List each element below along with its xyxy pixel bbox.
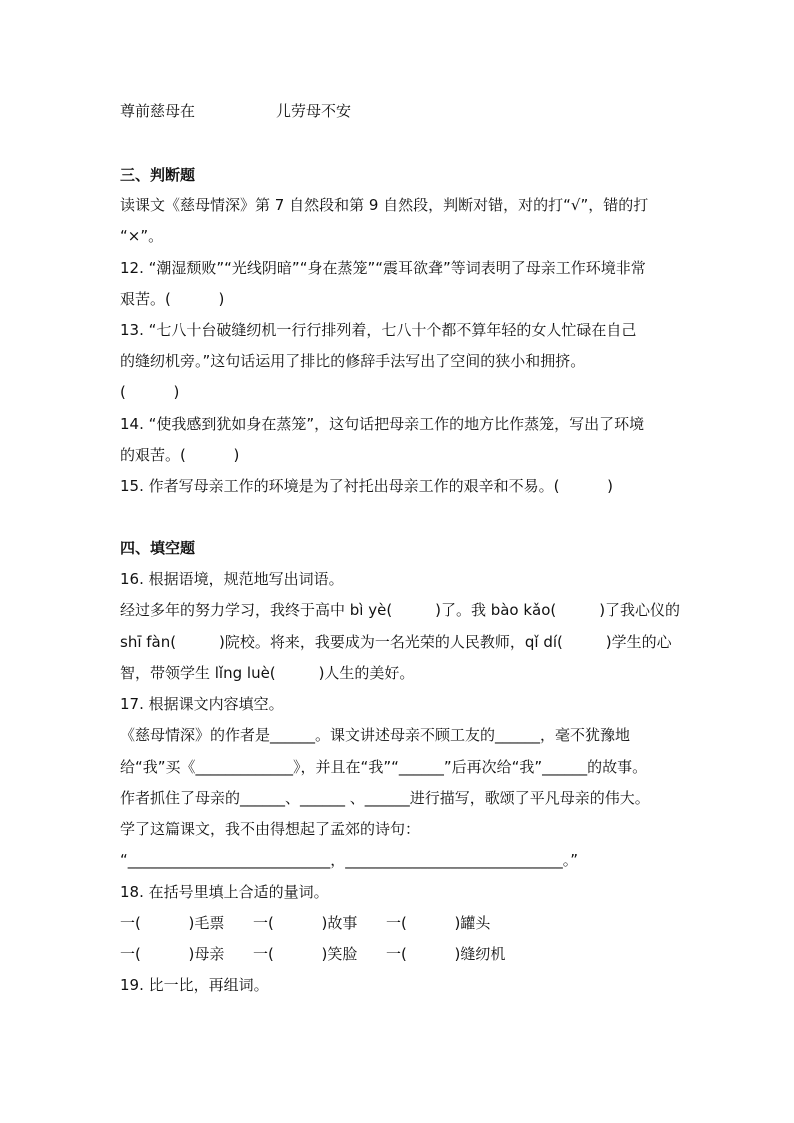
question-13-line-2: 的缝纫机旁。”这句话运用了排比的修辞手法写出了空间的狭小和拥挤。 [120, 352, 586, 370]
question-12-line-1: 12. “潮湿颓败”“光线阴暗”“身在蒸笼”“震耳欲聋”等词表明了母亲工作环境非常 [120, 259, 646, 277]
question-13-line-3: ( ) [120, 383, 180, 401]
question-17-line-5: “___________________________，_____________________________。” [120, 851, 579, 869]
section-heading-fill-blank: 四、填空题 [120, 539, 196, 557]
question-16-line-3: 智，带领学生 lǐng luè( )人生的美好。 [120, 664, 415, 682]
question-16-line-1: 经过多年的努力学习，我终于高中 bì yè( )了。我 bào kǎo( )了我心仪的 [120, 601, 681, 619]
question-16-line-2: shī fàn( )院校。将来，我要成为一名光荣的人民教师，qǐ dí( )学生的心 [120, 633, 672, 651]
question-17-line-3: 作者抓住了母亲的______、______ 、______进行描写，歌颂了平凡母亲的伟大。 [120, 789, 650, 807]
question-19-title: 19. 比一比，再组词。 [120, 976, 269, 994]
question-14-line-2: 的艰苦。( ) [120, 446, 240, 464]
question-12-line-2: 艰苦。( ) [120, 290, 225, 308]
question-17-line-4: 学了这篇课文，我不由得想起了孟郊的诗句： [120, 820, 421, 838]
question-15: 15. 作者写母亲工作的环境是为了衬托出母亲工作的艰辛和不易。( ) [120, 477, 614, 495]
judgment-instruction-2: “×”。 [120, 227, 164, 245]
section-heading-judgment: 三、判断题 [120, 166, 196, 184]
line-poem: 尊前慈母在 儿劳母不安 [120, 102, 352, 120]
question-17-line-2: 给“我”买《_____________》，并且在“我”“______”后再次给“我”______的故事。 [120, 758, 648, 776]
question-16-title: 16. 根据语境，规范地写出词语。 [120, 570, 344, 588]
question-18-row-2: 一( )母亲 一( )笑脸 一( )缝纫机 [120, 945, 506, 963]
question-13-line-1: 13. “七八十台破缝纫机一行行排列着，七八十个都不算年轻的女人忙碌在自己 [120, 321, 637, 339]
judgment-instruction-1: 读课文《慈母情深》第 7 自然段和第 9 自然段，判断对错，对的打“√”，错的打 [120, 196, 649, 214]
question-17-line-1: 《慈母情深》的作者是______。课文讲述母亲不顾工友的______，毫不犹豫地 [120, 726, 631, 744]
question-14-line-1: 14. “使我感到犹如身在蒸笼”，这句话把母亲工作的地方比作蒸笼，写出了环境 [120, 415, 645, 433]
question-18-row-1: 一( )毛票 一( )故事 一( )罐头 [120, 914, 491, 932]
question-17-title: 17. 根据课文内容填空。 [120, 695, 284, 713]
question-18-title: 18. 在括号里填上合适的量词。 [120, 883, 329, 901]
